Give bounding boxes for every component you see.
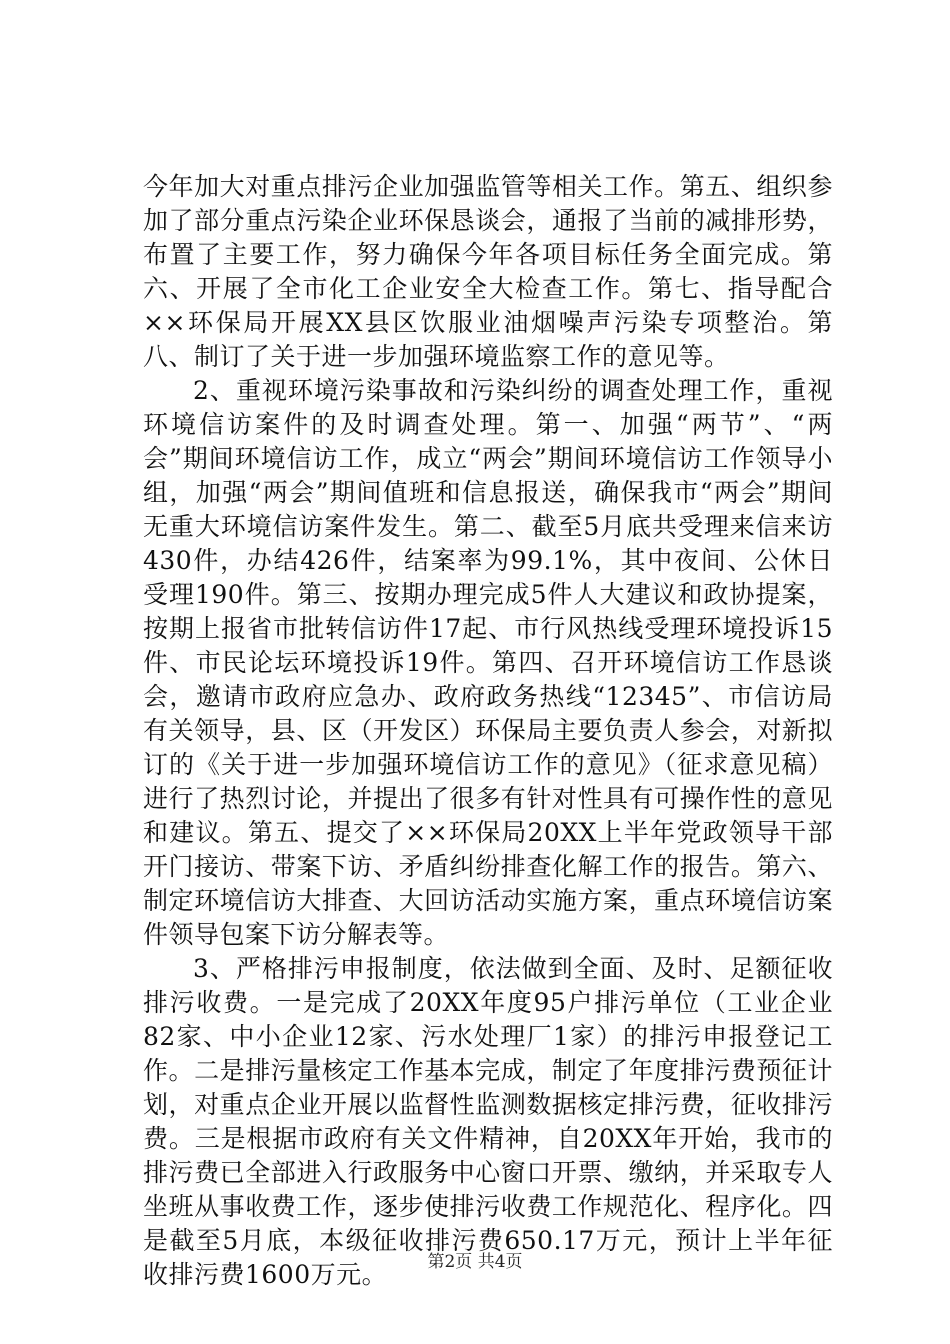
document-body xyxy=(143,170,833,1292)
paragraph-item-3: 3、严格排污申报制度，依法做到全面、及时、足额征收排污收费。一是完成了20XX年度95户排污单位（工业企业82家、中小企业12家、污水处理厂1家）的排污申报登记工作。二是排污量核定工作基本完成，制定了年度排污费预征计划，对重点企业开展以监督性监测数据核定排污费，征收排污费。三是根据市政府有关文件精神，自20XX年开始，我市的排污费已全部进入行政服务中心窗口开票、缴纳，并采取专人坐班从事收费工作，逐步使排污收费工作规范化、程序化。四是截至5月底，本级征收排污费650.17万元，预计上半年征收排污费1600万元。 xyxy=(143,954,833,1289)
paragraph-continuation: 今年加大对重点排污企业加强监管等相关工作。第五、组织参加了部分重点污染企业环保恳谈会，通报了当前的减排形势，布置了主要工作，努力确保今年各项目标任务全面完成。第六、开展了全市化工企业安全大检查工作。第七、指导配合××环保局开展XX县区饮服业油烟噪声污染专项整治。第八、制订了关于进一步加强环境监察工作的意见等。 xyxy=(143,172,833,371)
paragraph-item-2: 2、重视环境污染事故和污染纠纷的调查处理工作，重视环境信访案件的及时调查处理。第一、加强“两节”、“两会”期间环境信访工作，成立“两会”期间环境信访工作领导小组，加强“两会”期间值班和信息报送，确保我市“两会”期间无重大环境信访案件发生。第二、截至5月底共受理来信来访430件，办结426件，结案率为99.1%，其中夜间、公休日受理190件。第三、按期办理完成5件人大建议和政协提案，按期上报省市批转信访件17起、市行风热线受理环境投诉15件、市民论坛环境投诉19件。第四、召开环境信访工作恳谈会，邀请市政府应急办、政府政务热线“12345”、市信访局有关领导，县、区（开发区）环保局主要负责人参会，对新拟订的《关于进一步加强环境信访工作的意见》（征求意见稿）进行了热烈讨论，并提出了很多有针对性具有可操作性的意见和建议。第五、提交了××环保局20XX上半年党政领导干部开门接访、带案下访、矛盾纠纷排查化解工作的报告。第六、制定环境信访大排查、大回访活动实施方案，重点环境信访案件领导包案下访分解表等。 xyxy=(143,376,833,949)
page-footer: 第2页 共4页 xyxy=(427,1252,523,1272)
